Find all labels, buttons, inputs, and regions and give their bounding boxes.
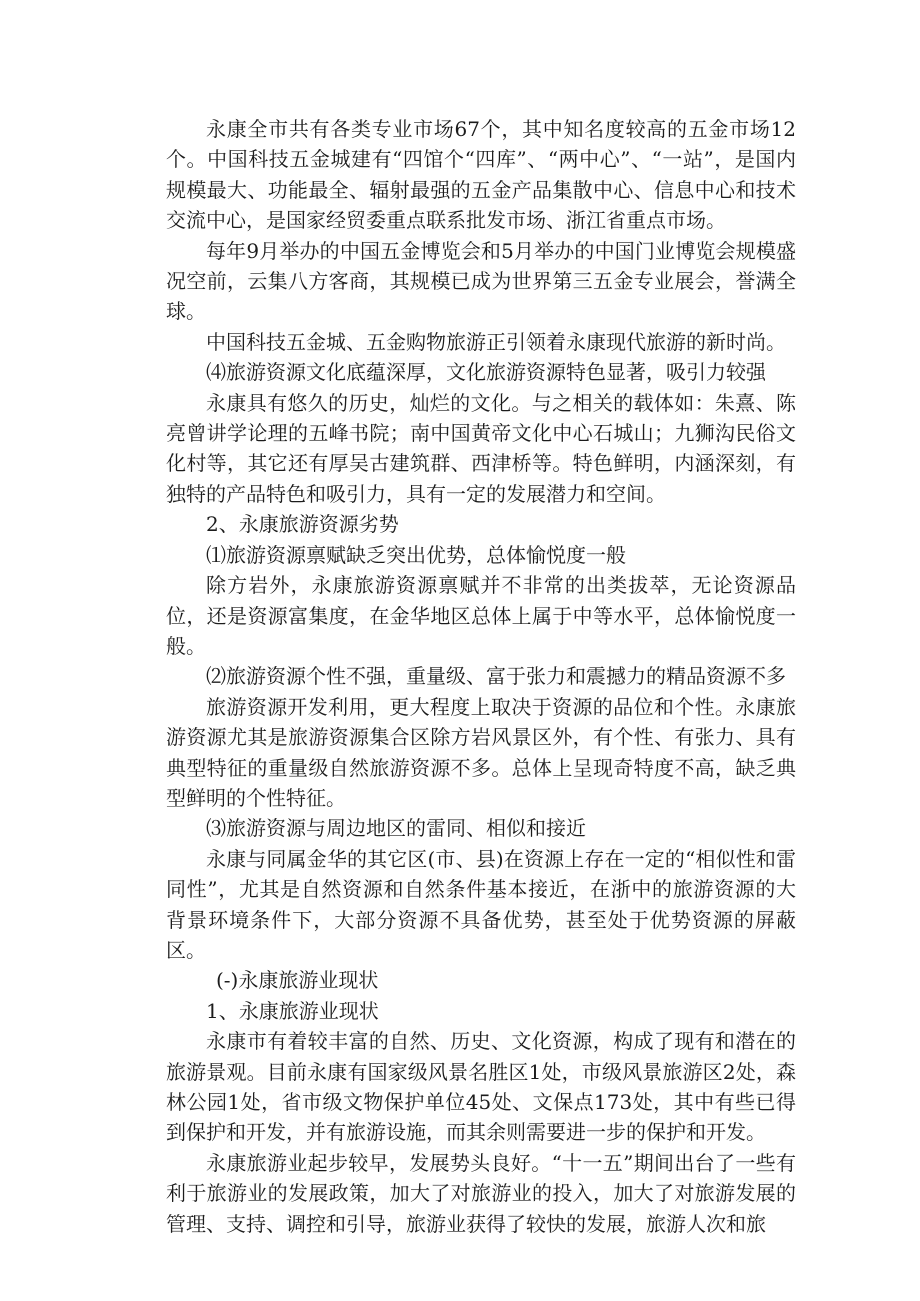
subsection-heading-tourism-status: 1、永康旅游业现状 xyxy=(206,998,379,1023)
paragraph-hardware-markets: 永康全市共有各类专业市场67个，其中知名度较高的五金市场12个。中国科技五金城建有“四馆个“四库”、“两中心”、“一站”，是国内规模最大、功能最全、辐射最强的五金产品集散中心、信息中心和技术交流中心，是国家经贸委重点联系批发市场、浙江省重点市场。 xyxy=(166,117,796,233)
paragraph-tourism-landscape: 永康市有着较丰富的自然、历史、文化资源，构成了现有和潜在的旅游景观。目前永康有国家级风景名胜区1处，市级风景旅游区2处，森林公园1处，省市级文物保护单位45处、文保点173处，其中有些已得到保护和开发，并有旅游设施，而其余则需要进一步的保护和开发。 xyxy=(166,1029,796,1145)
paragraph-resource-similarity: 永康与同属金华的其它区(市、县)在资源上存在一定的“相似性和雷同性”，尤其是自然资源和自然条件基本接近，在浙中的旅游资源的大背景环境条件下，大部分资源不具备优势，甚至处于优势资源的屏蔽区。 xyxy=(166,846,796,962)
section-heading-disadvantages: 2、永康旅游资源劣势 xyxy=(206,512,399,537)
paragraph-resource-individuality: 旅游资源开发利用，更大程度上取决于资源的品位和个性。永康旅游资源尤其是旅游资源集合区除方岩风景区外，有个性、有张力、具有典型特征的重量级自然旅游资源不多。总体上呈现奇特度不高，缺乏典型鲜明的个性特征。 xyxy=(166,694,796,810)
section-heading-tourism-status: (-)永康旅游业现状 xyxy=(216,968,379,993)
subheading-resource-endowment: ⑴旅游资源禀赋缺乏突出优势，总体愉悦度一般 xyxy=(206,542,626,567)
paragraph-hardware-expo: 每年9月举办的中国五金博览会和5月举办的中国门业博览会规模盛况空前，云集八方客商，其规模已成为世界第三五金专业展会，誉满全球。 xyxy=(166,238,796,324)
subheading-cultural-resources: ⑷旅游资源文化底蕴深厚，文化旅游资源特色显著，吸引力较强 xyxy=(206,360,766,385)
subheading-resource-individuality: ⑵旅游资源个性不强，重量级、富于张力和震撼力的精品资源不多 xyxy=(206,664,786,689)
paragraph-history-culture: 永康具有悠久的历史，灿烂的文化。与之相关的载体如：朱熹、陈亮曾讲学论理的五峰书院；南中国黄帝文化中心石城山；九狮沟民俗文化村等，其它还有厚吴古建筑群、西津桥等。特色鲜明，内涵深刻，有独特的产品特色和吸引力，具有一定的发展潜力和空间。 xyxy=(166,390,796,506)
document-body xyxy=(166,114,796,1239)
paragraph-shopping-tourism: 中国科技五金城、五金购物旅游正引领着永康现代旅游的新时尚。 xyxy=(206,329,786,354)
subheading-resource-similarity: ⑶旅游资源与周边地区的雷同、相似和接近 xyxy=(206,816,586,841)
paragraph-tourism-development: 永康旅游业起步较早，发展势头良好。“十一五”期间出台了一些有利于旅游业的发展政策，加大了对旅游业的投入，加大了对旅游发展的管理、支持、调控和引导，旅游业获得了较快的发展，旅游人次和旅 xyxy=(166,1150,796,1236)
paragraph-resource-endowment: 除方岩外，永康旅游资源禀赋并不非常的出类拔萃，无论资源品位，还是资源富集度，在金华地区总体上属于中等水平，总体愉悦度一般。 xyxy=(166,573,796,658)
